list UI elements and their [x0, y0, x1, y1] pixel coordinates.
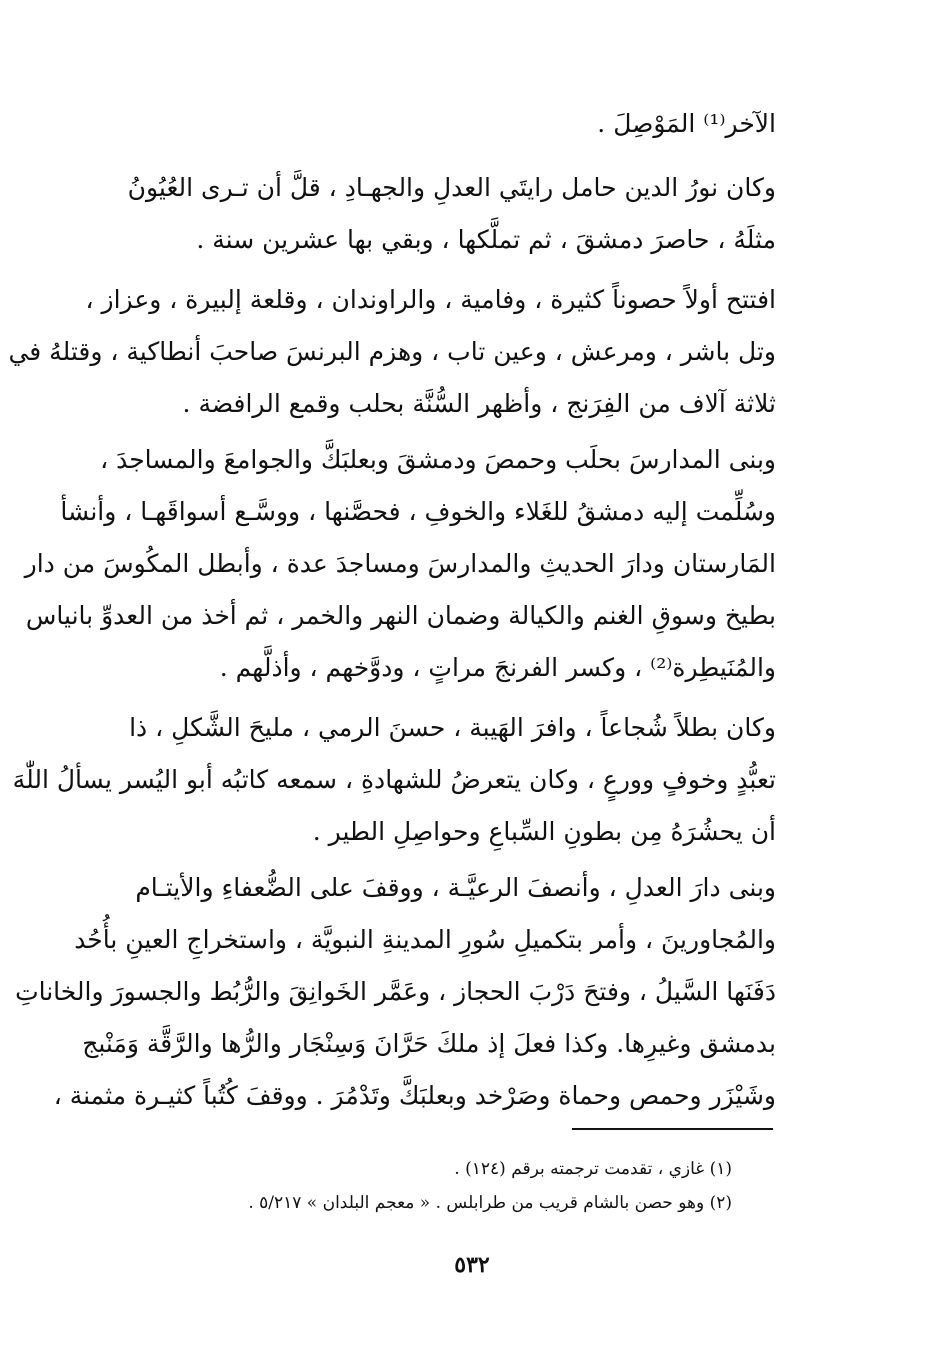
text-line: افتتح أولاً حصوناً كثيرة ، وفامية ، والراوندان ، وقلعة إلبيرة ، وعزاز ،: [85, 285, 776, 314]
text-line: دَفَنَها السَّيلُ ، وفتحَ دَرْبَ الحجاز ، وعَمَّر الخَوانِقَ والرُّبُط والجسورَ والخاناتِ: [15, 977, 776, 1006]
text-line: بدمشق وغيرِها. وكذا فعلَ إذ ملكَ حَرَّانَ وَسِنْجَار والرُّها والرَّقَّة وَمَنْبج: [82, 1029, 776, 1058]
text-line: ثلاثة آلاف من الفِرَنج ، وأظهر السُّنَّة بحلب وقمع الرافضة .: [182, 389, 776, 418]
paragraph-1: [104, 162, 776, 266]
page-number: ٥٣٢: [454, 1252, 490, 1278]
text-line: المَارستان ودارَ الحديثِ والمدارسَ ومساجدَ عدة ، وأبطل المكُوسَ من دار: [24, 549, 776, 578]
text-line: وبنى المدارسَ بحلَب وحمصَ ودمشقَ وبعلبَكَّ والجوامعَ والمساجدَ ،: [100, 445, 776, 474]
footnote-separator: [572, 1128, 773, 1130]
paragraph-0: [104, 98, 776, 150]
text-line: وتل باشر ، ومرعش ، وعين تاب ، وهزم البرنسَ صاحبَ أنطاكية ، وقتلهُ في: [8, 337, 776, 366]
text-line: وشَيْزَر وحمص وحماة وصَرْخد وبعلبَكَّ وتَدْمُرَ . ووقفَ كُتُباً كثيـرة مثمنة ،: [53, 1081, 776, 1110]
text-line: بطيخ وسوقِ الغنم والكيالة وضمان النهر والخمر ، ثم أخذ من العدوِّ بانياس: [25, 601, 776, 630]
text-line: وبنى دارَ العدلِ ، وأنصفَ الرعيَّـة ، ووقفَ على الضُّعفاءِ والأيتـام: [135, 873, 776, 902]
text-line: والمُنَيطِرة⁽²⁾ ، وكسر الفرنجَ مراتٍ ، ودوَّخهم ، وأذلَّهم .: [219, 653, 776, 682]
text-line: وكان نورُ الدين حامل رايتَي العدلِ والجهـادِ ، قلَّ أن تـرى العُيُونُ: [127, 173, 776, 202]
paragraph-4: [12, 702, 776, 858]
paragraph-5: [15, 862, 776, 1122]
paragraph-3: [24, 434, 776, 694]
text-line: مثلَهُ ، حاصرَ دمشقَ ، ثم تملَّكها ، وبقي بها عشرين سنة .: [196, 225, 776, 254]
footnote-1: (١) غازي ، تقدمت ترجمته برقم (١٢٤) .: [454, 1159, 732, 1179]
text-line: الآخر⁽¹⁾ المَوْصِلَ .: [597, 109, 776, 138]
footnote-2: (٢) وهو حصن بالشام قريب من طرابلس . « معجم البلدان » ٥/٢١٧ .: [248, 1193, 732, 1213]
text-line: أن يحشُرَهُ مِن بطونِ السِّباعِ وحواصِلِ الطير .: [312, 817, 776, 846]
footnotes: [104, 1152, 732, 1220]
text-line: والمُجاورينَ ، وأمر بتكميلِ سُورِ المدينةِ النبويَّة ، واستخراجِ العينِ بأُحُد: [74, 925, 776, 954]
text-line: تعبُّدٍ وخوفٍ وورعٍ ، وكان يتعرضُ للشهادةِ ، سمعه كاتبُه أبو اليُسر يسألُ اللّٰهَ: [12, 765, 776, 794]
paragraph-2: [8, 274, 776, 430]
text-line: وكان بطلاً شُجاعاً ، وافرَ الهَيبة ، حسنَ الرمي ، مليحَ الشَّكلِ ، ذا: [129, 713, 776, 742]
text-line: وسُلِّمت إليه دمشقُ للغَلاء والخوفِ ، فحصَّنها ، ووسَّـع أسواقَهـا ، وأنشأ: [60, 497, 776, 526]
